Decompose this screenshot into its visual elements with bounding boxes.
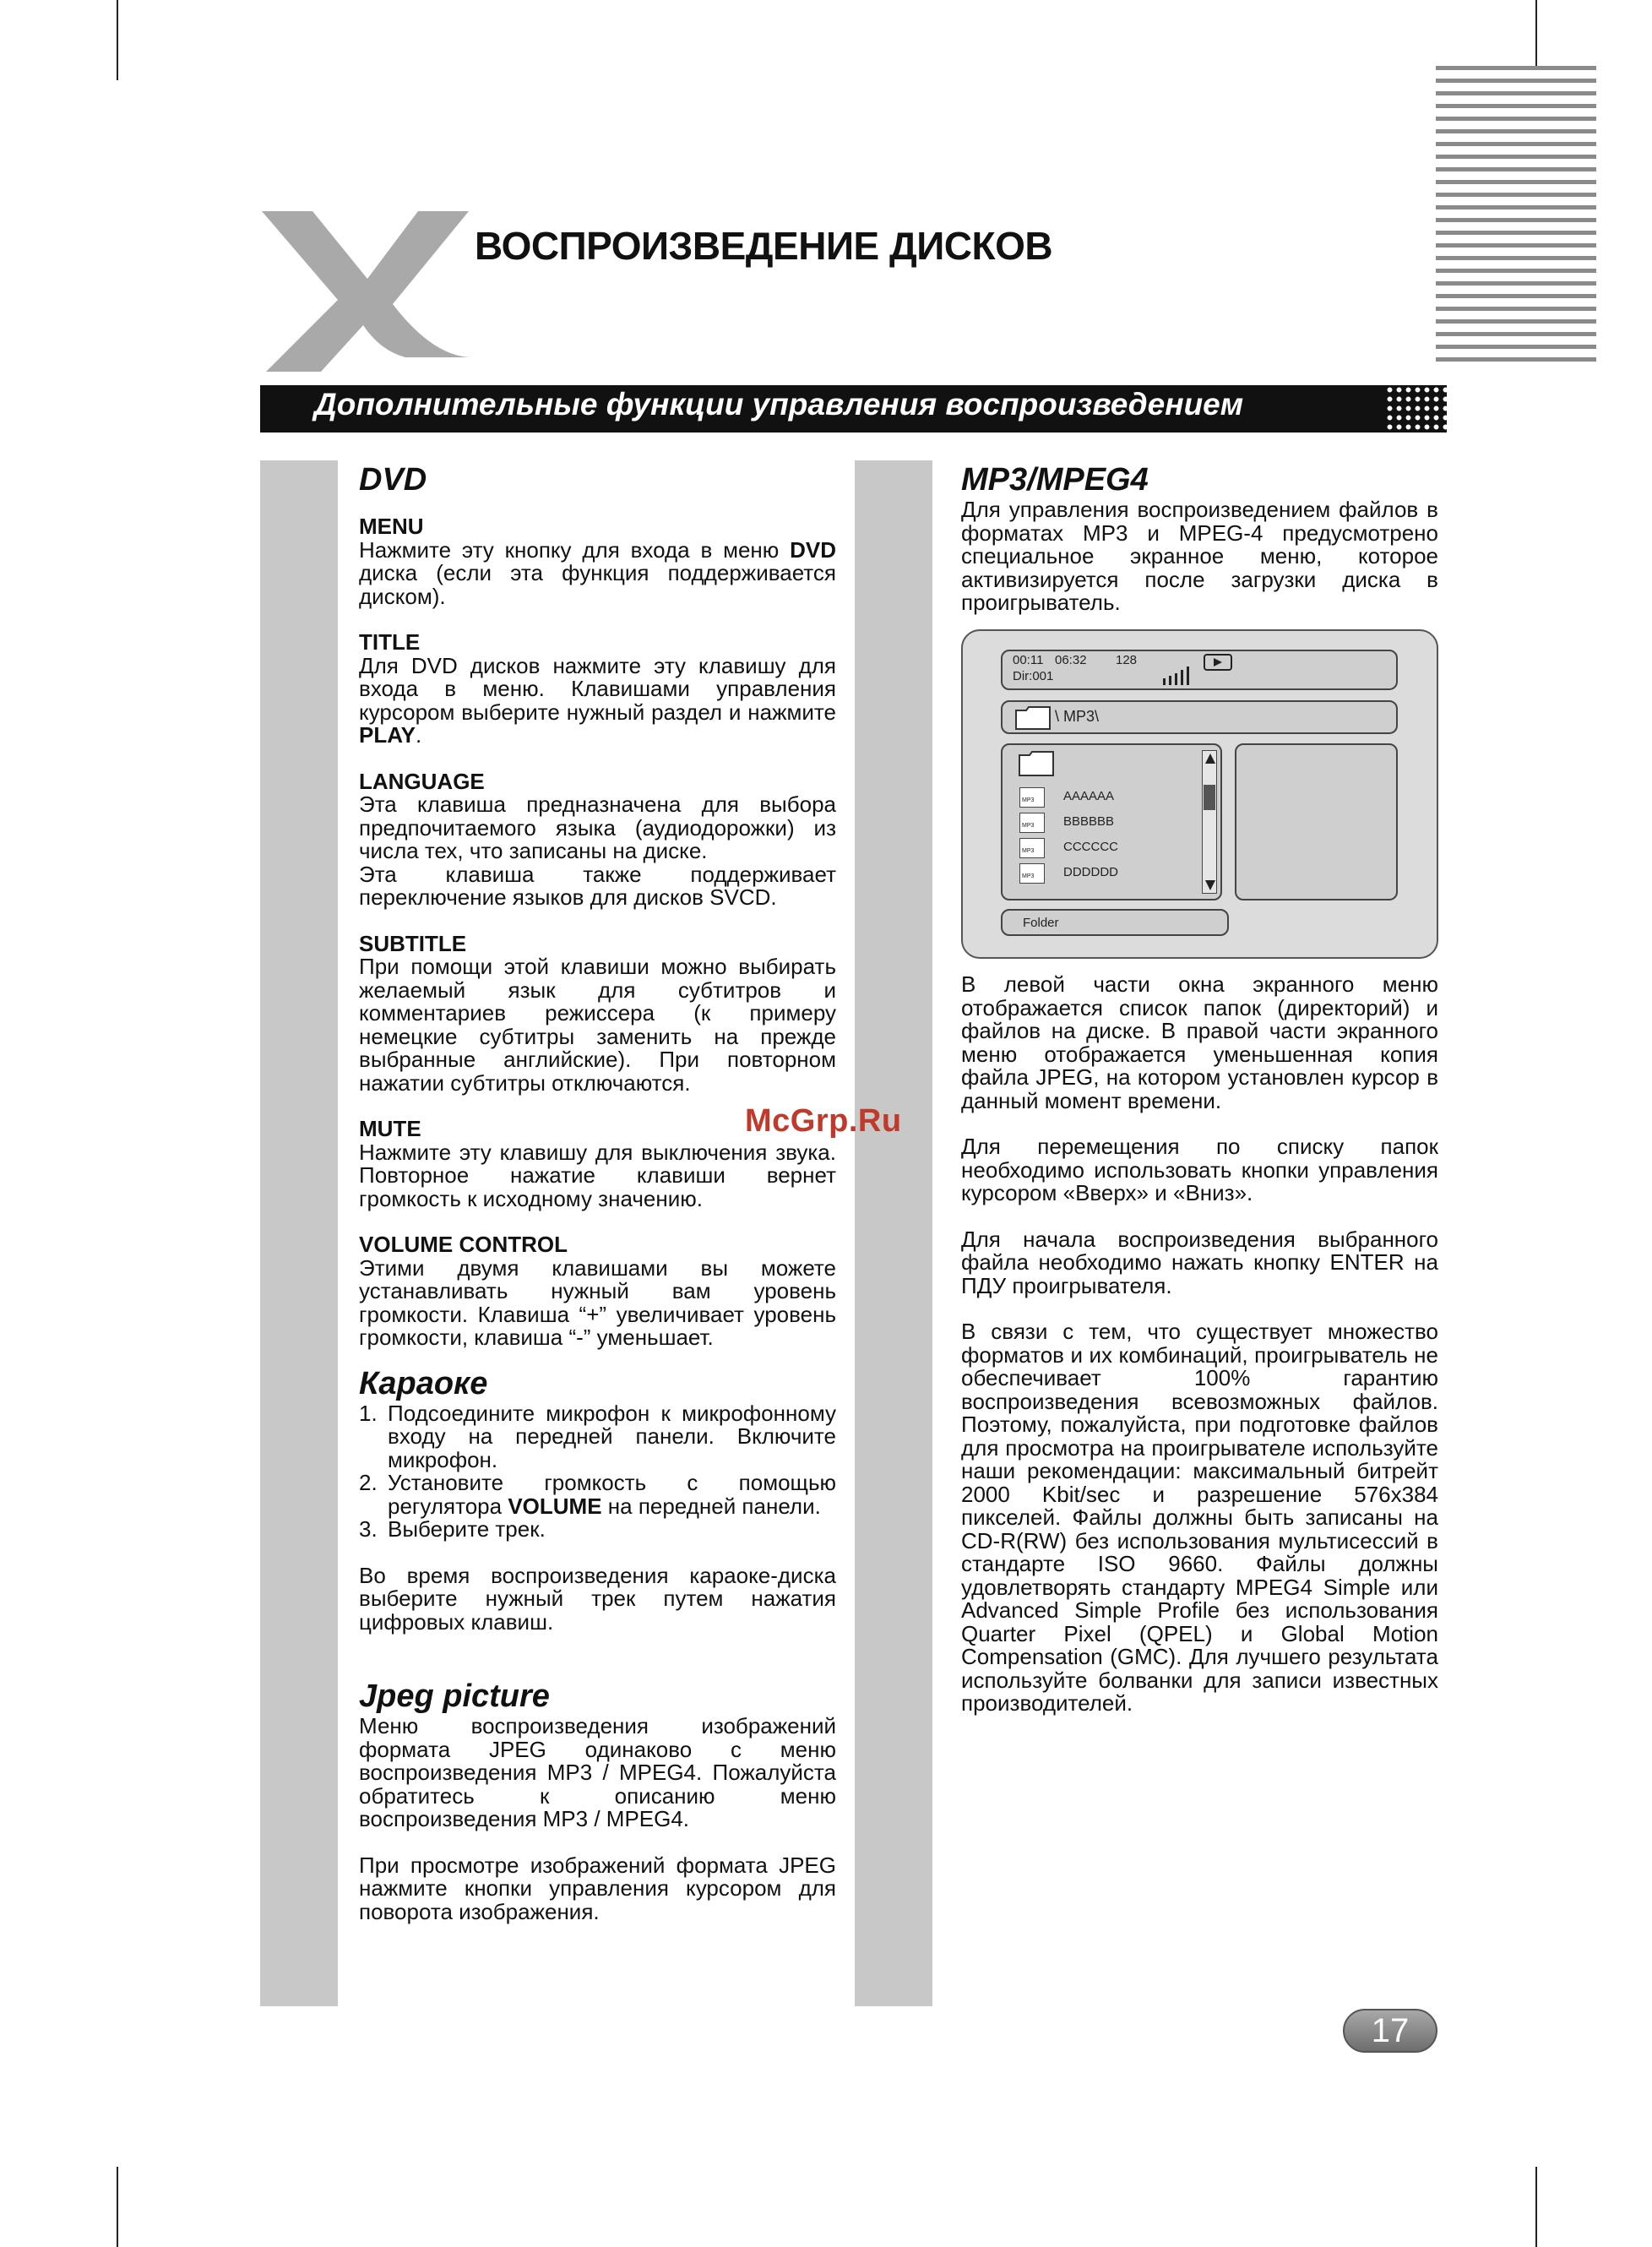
brand-x-logo: [253, 207, 481, 376]
volume-text: Этими двумя клавишами вы можете устанавливать нужный вам уровень громкости. Клавиша “+” увеличивает уровень громкости, клавиша “-” уменьшает.: [359, 1254, 836, 1350]
play-icon: [1204, 654, 1232, 671]
bitrate: 128: [1116, 653, 1138, 667]
section-title: Дополнительные функции управления воспроизведением: [314, 387, 1244, 422]
jpeg-preview-pane: [1235, 743, 1398, 900]
folder-icon: [1018, 750, 1055, 777]
language-title: LANGUAGE: [359, 768, 485, 794]
karaoke-text: Во время воспроизведения караоке-диска выберите нужный трек путем нажатия цифровых клавиш.: [359, 1562, 836, 1635]
mp3-intro: Для управления воспроизведением файлов в форматах MP3 и MPEG-4 предусмотрено специальное экранное меню, которое активизируется после загрузки диска в проигрыватель.: [961, 497, 1438, 615]
volume-bars-icon: [1161, 665, 1195, 687]
dir-label: Dir:001: [1013, 669, 1054, 683]
folder-label: Folder: [1023, 916, 1059, 930]
subtitle-text: При помощи этой клавиши можно выбирать желаемый язык для субтитров и комментариев режиссера (к примеру немецкие субтитры заменить на прежде выбранные английские). При повторном нажатии субтитры отключаются.: [359, 954, 836, 1096]
time-elapsed: 00:11: [1013, 653, 1044, 667]
list-item: 2. Установите громкость с помощью регулятора VOLUME на передней панели.: [359, 1470, 836, 1519]
path-bar: [1001, 700, 1398, 734]
dvd-heading: DVD: [359, 462, 427, 498]
page-number: 17: [1343, 2009, 1437, 2053]
mp3-paragraph-4: В связи с тем, что существует множество форматов и их комбинаций, проигрыватель не обеспечивает 100% гарантию воспроизведения всевозможных файлов. Поэтому, пожалуйста, при подготовке файлов для просмотра на проигрывателе используйте наши рекомендации: максимальный битрейт 2000 Kbit/sec и разрешение 576x384 пикселей. Файлы должны быть записаны на CD-R(RW) без использования мультисессий в стандарте ISO 9660. Файлы должны удовлетворять стандарту MPEG4 Simple или Advanced Simple Profile без использования Quarter Pixel (QPEL) и Global Motion Compensation (GMC). Для лучшего результата используйте болванки для записи известных производителей.: [961, 1319, 1438, 1716]
list-item: 3. Выберите трек.: [359, 1516, 546, 1542]
menu-text: Нажмите эту кнопку для входа в меню DVD диска (если эта функция поддерживается диском).: [359, 536, 836, 609]
language-text-2: Эта клавиша также поддерживает переключение языков для дисков SVCD.: [359, 861, 836, 910]
subtitle-title: SUBTITLE: [359, 930, 467, 956]
mute-text: Нажмите эту клавишу для выключения звука. Повторное нажатие клавиши вернет громкость к исходному значению.: [359, 1139, 836, 1211]
mp3-heading: MP3/MPEG4: [961, 462, 1149, 498]
folder-icon: [1014, 705, 1052, 731]
list-item[interactable]: DDDDDD: [1063, 865, 1118, 879]
status-bar: [1001, 650, 1398, 690]
jpeg-text: Меню воспроизведения изображений формата JPEG одинаково с меню воспроизведения MP3 / MPEG4. Пожалуйста обратитесь к описанию меню воспроизведения MP3 / MPEG4.: [359, 1713, 836, 1831]
list-item: 1. Подсоедините микрофон к микрофонному входу на передней панели. Включите микрофон.: [359, 1400, 836, 1472]
crop-mark: [117, 0, 118, 80]
title-text: Для DVD дисков нажмите эту клавишу для входа в меню. Клавишами управления курсором выберите нужный раздел и нажмите PLAY.: [359, 652, 836, 748]
page-title: ВОСПРОИЗВЕДЕНИЕ ДИСКОВ: [475, 224, 1053, 268]
mp3-paragraph-3: Для начала воспроизведения выбранного файла необходимо нажать кнопку ENTER на ПДУ проигрывателя.: [961, 1226, 1438, 1298]
middle-strip: [855, 460, 932, 2006]
decorative-stripes: [1436, 66, 1596, 362]
karaoke-heading: Караоке: [359, 1365, 488, 1401]
path-label: \ MP3\: [1055, 708, 1100, 725]
watermark: McGrp.Ru: [745, 1103, 902, 1139]
mp3-file-icon: MP3: [1019, 813, 1045, 833]
mp3-file-icon: MP3: [1019, 787, 1045, 808]
mp3-screen-illustration: [961, 629, 1438, 959]
right-column-lower: [961, 973, 1438, 1716]
dot-pattern: [1385, 385, 1448, 433]
mp3-file-icon: MP3: [1019, 838, 1045, 858]
crop-mark: [117, 2167, 118, 2247]
mp3-paragraph-2: Для перемещения по списку папок необходимо использовать кнопки управления курсором «Вверх» и «Вниз».: [961, 1134, 1438, 1205]
jpeg-text-2: При просмотре изображений формата JPEG нажмите кнопки управления курсором для поворота изображения.: [359, 1852, 836, 1924]
menu-title: MENU: [359, 514, 424, 539]
left-margin-strip: [260, 460, 338, 2006]
list-item[interactable]: AAAAAA: [1063, 789, 1115, 803]
scroll-thumb[interactable]: [1204, 785, 1215, 810]
crop-mark: [1535, 2167, 1537, 2247]
mp3-paragraph-1: В левой части окна экранного меню отображается список папок (директорий) и файлов на диске. В правой части экранного меню отображается уменьшенная копия файла JPEG, на котором установлен курсор в данный момент времени.: [961, 971, 1438, 1113]
language-text: Эта клавиша предназначена для выбора предпочитаемого языка (аудиодорожки) из числа тех, что записаны на диске.: [359, 792, 836, 863]
folder-bar: [1001, 909, 1229, 936]
list-item[interactable]: BBBBBB: [1063, 814, 1115, 829]
mp3-file-icon: MP3: [1019, 863, 1045, 884]
mute-title: MUTE: [359, 1116, 421, 1141]
jpeg-heading: Jpeg picture: [359, 1678, 550, 1714]
time-total: 06:32: [1055, 653, 1087, 667]
title-title: TITLE: [359, 629, 421, 655]
list-item[interactable]: CCCCCC: [1063, 840, 1118, 854]
scroll-down-icon[interactable]: [1204, 879, 1216, 891]
left-column: [359, 461, 836, 1923]
scrollbar[interactable]: [1202, 750, 1217, 894]
volume-title: VOLUME CONTROL: [359, 1232, 568, 1257]
scroll-up-icon[interactable]: [1204, 753, 1216, 764]
right-column: [961, 461, 1438, 615]
file-list: [1001, 743, 1222, 900]
